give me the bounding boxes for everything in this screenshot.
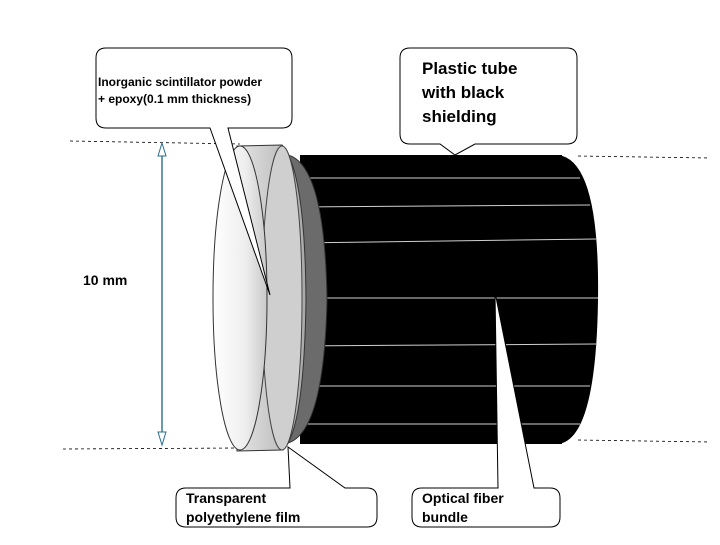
callout-film-line1: Transparent <box>186 490 267 506</box>
tube-body <box>300 155 562 444</box>
callout-tube-line2: with black <box>422 83 505 102</box>
plastic-tube <box>295 155 598 444</box>
callout-scintillator-line1: Inorganic scintillator powder <box>98 75 263 89</box>
callout-tube-line1: Plastic tube <box>422 59 518 78</box>
callout-film <box>176 447 377 527</box>
dimension-arrow-bottom <box>158 432 166 445</box>
callout-film-line2: polyethylene film <box>186 509 301 525</box>
callout-tube <box>400 48 577 155</box>
callout-fiber-line2: bundle <box>422 509 468 525</box>
top-right-dashed-line <box>578 156 710 158</box>
bottom-left-dashed-line <box>63 448 240 449</box>
callout-fiber-line1: Optical fiber <box>422 490 504 506</box>
disc-face <box>262 146 302 450</box>
scintillator-disc <box>213 145 306 451</box>
dimension-label: 10 mm <box>83 272 128 288</box>
dimension-arrow <box>158 143 166 445</box>
callout-scintillator-line2: + epoxy(0.1 mm thickness) <box>98 92 252 106</box>
bottom-right-dashed-line <box>578 440 710 442</box>
dimension-arrow-top <box>158 143 166 156</box>
tube-end-cap <box>558 155 598 444</box>
callout-tube-line3: shielding <box>422 107 497 126</box>
